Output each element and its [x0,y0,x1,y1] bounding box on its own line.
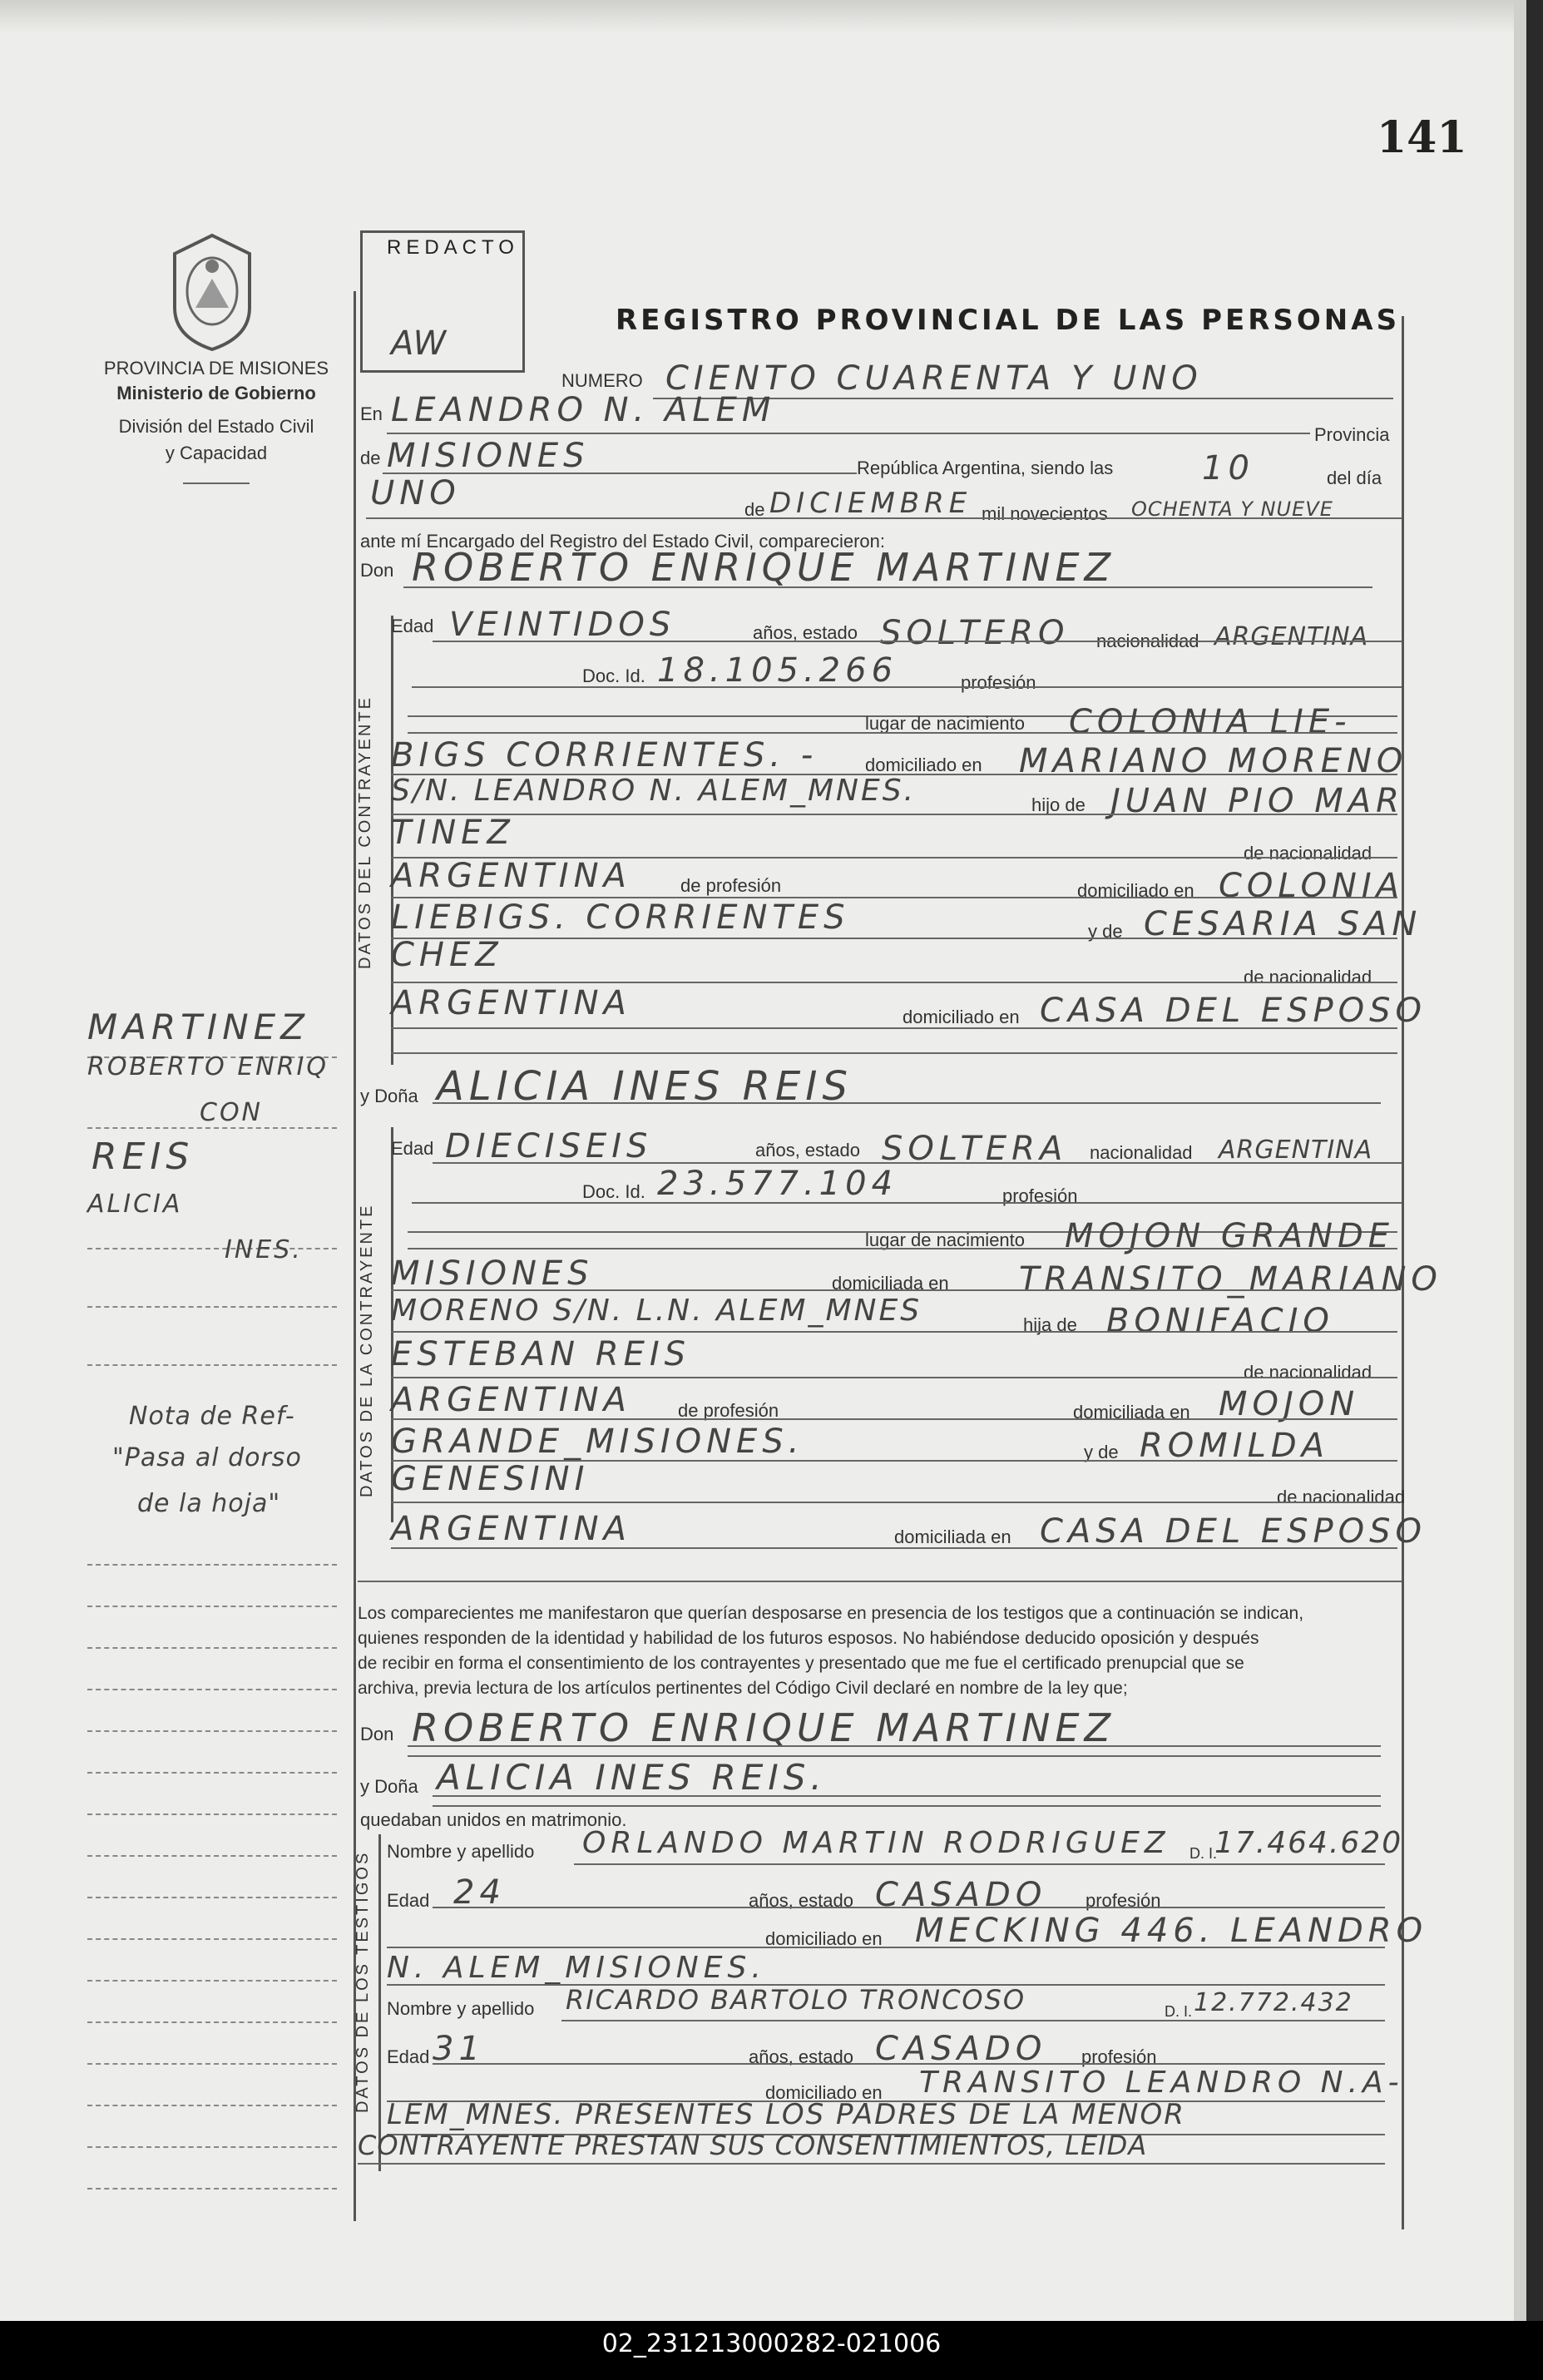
field-madre-novia-nac: ARGENTINA [391,1510,631,1548]
field-hora: 10 [1202,449,1254,487]
margin-surname-groom: MARTINEZ [87,1007,309,1047]
label-anos-estado-t2: años, estado [749,2046,853,2067]
label-domiciliado-t1: domiciliado en [765,1928,883,1949]
field-madre-novio-1: CESARIA SAN [1144,905,1422,943]
field-novio-estado: SOLTERO [880,614,1070,652]
label-domiciliado-madre-novio: domiciliado en [903,1007,1020,1027]
label-de: de [360,448,381,468]
field-testigo2-dom-1: TRANSITO LEANDRO N.A- [919,2066,1404,2100]
label-lugar-nac-novia: lugar de nacimiento [865,1230,1026,1250]
field-padre-novio-dom-2: LIEBIGS. CORRIENTES [391,898,850,937]
paragraph-line-3: de recibir en forma el consentimiento de los contrayentes y presentado que me fue el certificado prenupcial que se [358,1654,1244,1673]
inst-line-4: y Capacidad [165,443,268,463]
label-edad-t2: Edad [387,2046,430,2067]
label-decl-don: Don [360,1724,394,1744]
label-provincia: Provincia [1314,424,1390,445]
label-de-nac-2: de nacionalidad [1244,967,1372,987]
paragraph-line-1: Los comparecientes me manifestaron que querían desposarse en presencia de los testigos que a continuación se indican, [358,1604,1304,1623]
label-doc-novia: Doc. Id. [582,1181,645,1202]
field-testigo1-estado: CASADO [875,1876,1047,1914]
field-testigo2-estado: CASADO [875,2030,1047,2068]
label-anos-estado-t1: años, estado [749,1890,853,1911]
field-novio-dom-2: S/N. LEANDRO N. ALEM_MNES. [391,774,917,808]
paragraph-line-4: archiva, previa lectura de los artículos pertinentes del Código Civil declaré en nombre de la ley que; [358,1679,1128,1698]
field-novio: ROBERTO ENRIQUE MARTINEZ [412,545,1116,590]
label-anos-estado-novio: años, estado [753,622,858,643]
label-profesion-t2: profesión [1081,2046,1157,2067]
label-de-profesion-1: de profesión [680,875,782,896]
field-novio-dom-1: MARIANO MORENO [1019,742,1408,780]
margin-name-groom: ROBERTO ENRIQ [87,1052,329,1081]
field-testigo2-di: 12.772.432 [1194,1988,1353,2017]
label-domiciliado-t2: domiciliado en [765,2082,883,2103]
label-de-profesion-2: de profesión [678,1400,779,1421]
field-padre-novia-dom-1: MOJON [1219,1385,1360,1423]
label-di-t1: D. I. [1189,1845,1218,1862]
label-domiciliada-madre-novia: domiciliada en [894,1526,1011,1547]
field-novia: ALICIA INES REIS [437,1063,853,1110]
field-testigo2-dom-3: CONTRAYENTE PRESTAN SUS CONSENTIMIENTOS, LEIDA [358,2130,1148,2161]
field-testigo1-edad: 24 [453,1873,506,1912]
field-mes: DICIEMBRE [769,487,972,520]
field-padre-novia-1: BONIFACIO [1106,1302,1334,1340]
label-lugar-nac-novio: lugar de nacimiento [865,713,1026,734]
provincial-crest-icon [162,229,262,354]
field-novio-lugar-2: BIGS CORRIENTES. - [391,736,818,774]
label-profesion-novia: profesión [1002,1185,1078,1206]
field-novia-lugar-1: MOJON GRANDE [1065,1217,1395,1255]
field-decl-dona: ALICIA INES REIS. [437,1757,827,1798]
label-de-nac-3: de nacionalidad [1244,1362,1372,1383]
field-testigo1-dom-1: MECKING 446. LEANDRO [915,1912,1428,1950]
stamp-initials: AW [391,324,447,363]
document-title: REGISTRO PROVINCIAL DE LAS PERSONAS [616,304,1401,337]
label-profesion-t1: profesión [1086,1890,1161,1911]
label-ante: ante mí Encargado del Registro del Estado Civil, comparecieron: [360,531,885,552]
inst-line-2: Ministerio de Gobierno [116,383,316,403]
field-numero: CIENTO CUARENTA Y UNO [665,359,1203,398]
margin-note-3: de la hoja" [137,1489,281,1518]
field-testigo2-edad: 31 [433,2030,485,2068]
field-madre-novia-1: ROMILDA [1140,1427,1330,1465]
field-padre-novio-1: JUAN PIO MAR [1110,782,1404,820]
field-anio: OCHENTA Y NUEVE [1131,497,1333,521]
label-numero: NUMERO [561,370,643,391]
field-novia-lugar-2: MISIONES [391,1254,594,1293]
field-madre-novio-dom: CASA DEL ESPOSO [1040,992,1427,1030]
label-decl-dona: y Doña [360,1776,418,1797]
stamp-label: REDACTO [387,236,519,259]
label-di-t2: D. I. [1165,2003,1193,2020]
field-novia-edad: DIECISEIS [445,1127,653,1165]
label-datos-contrayente: DATOS DEL CONTRAYENTE [356,695,374,969]
label-don: Don [360,560,394,581]
field-provincia: MISIONES [387,437,590,475]
field-padre-novio-2: TINEZ [391,814,515,852]
field-novio-edad: VEINTIDOS [449,606,676,644]
label-y-de-2: y de [1084,1442,1119,1462]
field-madre-novia-dom: CASA DEL ESPOSO [1040,1512,1427,1551]
label-edad-novio: Edad [391,616,434,636]
field-novio-doc: 18.105.266 [657,651,898,690]
field-testigo2-dom-2: LEM_MNES. PRESENTES LOS PADRES DE LA MENOR [387,2098,1185,2131]
field-testigo1-di: 17.464.620 [1214,1826,1403,1860]
field-padre-novia-dom-2: GRANDE_MISIONES. [391,1423,804,1461]
label-de-2: de [744,499,765,520]
label-domiciliada-padre-novia: domiciliada en [1073,1402,1190,1423]
label-republica: República Argentina, siendo las [857,458,1114,478]
field-novia-nac: ARGENTINA [1219,1136,1373,1165]
margin-surname-bride: REIS [91,1136,195,1178]
field-testigo1-dom-2: N. ALEM_MISIONES. [387,1951,766,1985]
label-edad-novia: Edad [391,1138,434,1159]
field-novia-dom-2: MORENO S/N. L.N. ALEM_MNES [391,1294,922,1328]
field-padre-novio-nac: ARGENTINA [391,857,631,895]
label-nac-novio: nacionalidad [1096,631,1199,651]
field-testigo2: RICARDO BARTOLO TRONCOSO [566,1984,1026,2016]
label-hija-de: hija de [1023,1314,1077,1335]
field-novia-dom-1: TRANSITO_MARIANO [1019,1260,1442,1299]
field-lugar: LEANDRO N. ALEM [391,391,776,429]
label-hijo-de: hijo de [1031,794,1086,815]
field-madre-novio-2: CHEZ [391,936,503,974]
label-domiciliado-padre-novio: domiciliado en [1077,880,1194,901]
label-del-dia: del día [1327,468,1382,488]
label-datos-la-contrayente: DATOS DE LA CONTRAYENTE [358,1203,376,1497]
inst-line-3: División del Estado Civil [118,416,314,437]
label-edad-t1: Edad [387,1890,430,1911]
field-novio-nac: ARGENTINA [1214,622,1369,651]
label-mil: mil novecientos [982,503,1108,524]
folio-number: 141 [1377,112,1467,163]
label-domiciliada-novia: domiciliada en [832,1273,949,1294]
label-nac-novia: nacionalidad [1090,1142,1193,1163]
label-de-nac-1: de nacionalidad [1244,843,1372,863]
field-novia-estado: SOLTERA [882,1130,1068,1168]
margin-note-1: Nota de Ref- [129,1402,295,1431]
label-y-de-1: y de [1088,921,1123,942]
label-profesion-novio: profesión [961,672,1036,693]
field-padre-novia-nac: ARGENTINA [391,1381,631,1419]
label-nombre-t2: Nombre y apellido [387,1998,535,2019]
field-dia: UNO [370,474,461,512]
margin-note-2: "Pasa al dorso [112,1443,302,1472]
label-anos-estado-novia: años, estado [755,1140,860,1160]
label-nombre-t1: Nombre y apellido [387,1841,535,1862]
field-novio-lugar-1: COLONIA LIE- [1069,703,1352,741]
field-testigo1: ORLANDO MARTIN RODRIGUEZ [582,1826,1170,1860]
label-datos-testigos: DATOS DE LOS TESTIGOS [354,1850,372,2113]
label-y-dona: y Doña [360,1086,418,1106]
field-decl-don: ROBERTO ENRIQUE MARTINEZ [412,1705,1116,1750]
label-domiciliado-novio: domiciliado en [865,755,982,775]
margin-name-bride: ALICIA [87,1190,183,1219]
scan-filename: 02_231213000282-021006 [601,2329,942,2358]
field-madre-novio-nac: ARGENTINA [391,984,631,1022]
margin-name-bride-2: INES. [225,1235,303,1264]
margin-con: CON [200,1098,264,1127]
label-doc-novio: Doc. Id. [582,666,645,686]
label-en: En [360,403,383,424]
field-madre-novia-2: GENESINI [391,1460,590,1498]
field-padre-novio-dom-1: COLONIA [1219,867,1405,905]
paragraph-line-2: quienes responden de la identidad y habilidad de los futuros esposos. No habiéndose deducido oposición y después [358,1629,1259,1648]
field-novia-doc: 23.577.104 [657,1165,898,1203]
label-de-nac-4: de nacionalidad [1277,1487,1406,1507]
label-quedaban: quedaban unidos en matrimonio. [360,1809,627,1830]
field-padre-novia-2: ESTEBAN REIS [391,1335,691,1373]
inst-line-1: PROVINCIA DE MISIONES [103,358,329,379]
